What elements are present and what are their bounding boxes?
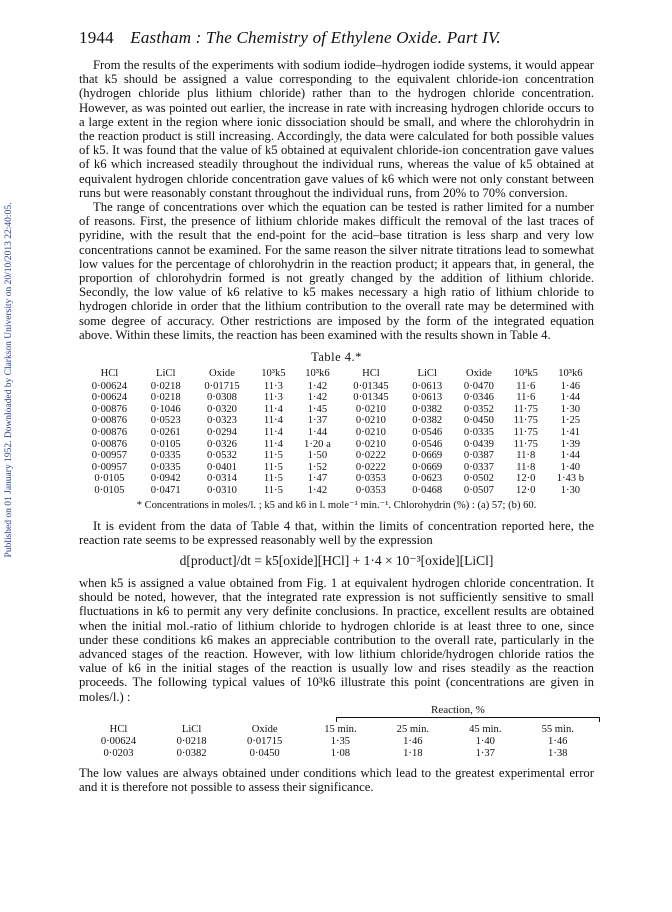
table4-cell: 1·40	[560, 461, 581, 473]
table4-cell: 0·00876	[91, 438, 128, 450]
table4-cell: 0·0210	[355, 403, 386, 415]
typical-values-header-cell: 45 min.	[469, 723, 502, 735]
table4-cell: 0·00624	[91, 380, 128, 392]
download-watermark-text: Published on 01 January 1952. Downloaded by Clarkson University on 20/10/2013 22:40:05.	[4, 202, 14, 558]
table4-cell: 0·0353	[355, 485, 386, 496]
table4-cell: 11·3	[263, 392, 283, 404]
table4-cell: 0·0210	[355, 415, 386, 427]
typical-values-cell: 1·18	[403, 748, 423, 760]
table4-cell: 0·0210	[355, 438, 386, 450]
typical-values-header-cell: LiCl	[181, 723, 202, 735]
table4-cell: 0·0450	[463, 415, 494, 427]
table4-cell: 0·0669	[412, 450, 443, 462]
table4-row	[79, 381, 594, 393]
table4-cell: 0·0222	[355, 461, 386, 473]
table4-cell: 0·0326	[206, 438, 237, 450]
paragraph-3: It is evident from the data of Table 4 that, within the limits of concentration reported here, the reaction rate seems to be expressed reasonably well by the expression	[79, 518, 594, 547]
table4-cell: 11·75	[513, 403, 538, 415]
table4-header-cell: LiCl	[417, 368, 437, 380]
table4-cell: 0·0532	[206, 450, 237, 462]
table4-cell: 12·0	[516, 485, 536, 496]
table4-cell: 11·4	[263, 438, 283, 450]
table4-cell: 1·42	[307, 485, 328, 496]
table4-cell: 1·44	[307, 427, 328, 439]
paragraph-1: From the results of the experiments with sodium iodide–hydrogen iodide systems, it would appear that k5 should be assigned a value corresponding to the equivalent chloride-ion concentration (hydrogen chloride plus lithium chloride) rather than to the hydrogen chloride concentration. However, as was pointed out earlier, the increase in rate with increasing hydrogen chloride occurs to a large extent in the region where ionic dissociation should be small, and where the chlorohydrin in the reaction product is still increasing. Accordingly, the data were calculated for both possible values of k5. It was found that the value of k5 obtained at equivalent chloride-ion concentration gave values of k6 which increased steadily throughout the individual runs, whereas the value of k5 obtained at equivalent hydrogen chloride concentration gave values of k6 which were not only constant between runs but were reasonably constant throughout the individual runs, from 20% to 70% conversion.	[79, 58, 594, 200]
typical-values-cell: 0·0382	[176, 748, 207, 760]
reaction-group-label: Reaction, %	[431, 703, 485, 716]
table4-cell: 0·0669	[412, 461, 443, 473]
table4-cell: 0·0335	[150, 461, 181, 473]
table4-cell: 1·41	[560, 427, 581, 439]
paragraph-4: when k5 is assigned a value obtained from Fig. 1 at equivalent hydrogen chloride concentration. It should be noted, however, that the integrated rate expression is not sufficiently sensitive to small fluctuations in k6 to permit any very definite conclusions. In practice, excellent results are obtained when the initial mol.-ratio of lithium chloride to hydrogen chloride is at least three to one, since under these conditions k6 makes an appreciable contribution to the overall rate, particularly in the advanced stages of the reaction. However, with low lithium chloride/hydrogen chloride ratios the value of k6 in the initial stages of the reaction is usually low and rises steadily as the reaction proceeds. The following typical values of 10³k6 illustrate this point (concentrations are given in moles/l.) :	[79, 576, 594, 704]
typical-values-body	[79, 736, 594, 759]
table4-cell: 11·75	[513, 415, 538, 427]
table4-cell: 0·0401	[206, 461, 237, 473]
table4-cell: 0·00957	[91, 461, 128, 473]
table4-cell: 11·4	[263, 403, 283, 415]
paragraph-5: The low values are always obtained under conditions which lead to the greatest experimental error and it is therefore not possible to assess their significance.	[79, 765, 594, 794]
table4-cell: 0·1046	[150, 403, 181, 415]
typical-values-cell: 0·0218	[176, 736, 207, 748]
table4-header-cell: 10³k6	[305, 368, 330, 380]
typical-values-header-cell: Oxide	[251, 723, 278, 735]
reaction-group-brace	[336, 717, 600, 722]
table4-cell: 0·01345	[353, 380, 389, 392]
table4	[79, 368, 594, 497]
table4-cell: 0·0105	[94, 473, 125, 485]
table4-cell: 1·30	[560, 403, 581, 415]
table4-cell: 0·0468	[412, 485, 443, 496]
table4-cell: 11·75	[513, 438, 538, 450]
page-number: 1944	[79, 28, 114, 47]
table4-cell: 0·0523	[150, 415, 181, 427]
table4-cell: 11·8	[516, 461, 536, 473]
table4-row	[79, 485, 594, 497]
table4-row	[79, 392, 594, 404]
table4-cell: 11·8	[516, 450, 536, 462]
table4-header-cell: HCl	[100, 368, 119, 380]
table4-cell: 0·0105	[150, 438, 181, 450]
table4-header-row	[79, 368, 594, 381]
table4-header-cell: Oxide	[465, 368, 492, 380]
typical-values-header-cell: 25 min.	[396, 723, 430, 735]
typical-values-cell: 0·01715	[247, 736, 283, 748]
table4-cell: 0·0382	[412, 403, 443, 415]
table4-cell: 0·0613	[412, 392, 443, 404]
typical-values-cell: 0·00624	[100, 736, 137, 748]
table4-row	[79, 462, 594, 474]
typical-values-header-cell: HCl	[109, 723, 128, 735]
table4-cell: 1·42	[307, 392, 328, 404]
table4-cell: 11·5	[263, 450, 283, 462]
table4-caption: Table 4.*	[311, 350, 362, 365]
table4-cell: 0·00876	[91, 403, 128, 415]
table4-cell: 0·0337	[463, 461, 494, 473]
table4-body	[79, 381, 594, 497]
table4-cell: 0·0470	[463, 380, 494, 392]
paragraph-2: The range of concentrations over which the equation can be tested is rather limited for a number of reasons. First, the presence of lithium chloride makes difficult the removal of the last traces of pyridine, with the result that the end-point for the acid–base titration is less sharp and very low concentrations cannot be examined. For the same reason the silver nitrate titrations lead to somewhat low values for the percentage of chlorohydrin in the reaction product; it appears that, in general, the proportion of chlorohydrin formed is not greatly changed by the addition of lithium chloride. Secondly, the low value of k6 relative to k5 makes necessary a high ratio of lithium chloride to hydrogen chloride in order that the lithium contribution to the overall rate may be determined with some degree of accuracy. Other restrictions are imposed by the form of the integrated equation above. Within these limits, the reaction has been examined with the results shown in Table 4.	[79, 200, 594, 342]
table4-cell: 1·39	[560, 438, 581, 450]
typical-values-cell: 1·35	[330, 736, 351, 748]
upper-text-block	[79, 58, 594, 794]
table4-cell: 1·25	[560, 415, 581, 427]
table4-cell: 0·0353	[355, 473, 386, 485]
table4-header-cell: 10³k6	[558, 368, 583, 380]
table4-cell: 1·42	[307, 380, 328, 392]
typical-values-cell: 1·40	[475, 736, 495, 748]
table4-cell: 0·0105	[94, 485, 125, 496]
table4-row	[79, 473, 594, 485]
table4-row	[79, 439, 594, 451]
typical-values-cell: 0·0203	[103, 748, 134, 760]
table4-cell: 0·0546	[412, 438, 443, 450]
running-title: Eastham : The Chemistry of Ethylene Oxide. Part IV.	[130, 28, 501, 47]
table4-cell: 0·0218	[150, 392, 181, 404]
table4-cell: 0·0387	[463, 450, 494, 462]
table4-cell: 0·0623	[412, 473, 443, 485]
table4-cell: 11·3	[263, 380, 283, 392]
table4-cell: 1·37	[307, 415, 328, 427]
table4-cell: 11·5	[263, 485, 283, 496]
table4-row	[79, 415, 594, 427]
table4-cell: 0·0942	[150, 473, 181, 485]
table4-cell: 0·0210	[355, 427, 386, 439]
table4-header-cell: 10³k5	[261, 368, 286, 380]
typical-values-cell: 0·0450	[249, 748, 280, 760]
table4-cell: 1·44	[560, 392, 581, 404]
table4-cell: 0·00876	[91, 415, 128, 427]
table4-cell: 0·0218	[150, 380, 181, 392]
table4-cell: 0·00876	[91, 427, 128, 439]
table4-cell: 0·0613	[412, 380, 443, 392]
reaction-group-header	[79, 704, 594, 724]
table4-cell: 1·46	[560, 380, 581, 392]
table4-row	[79, 450, 594, 462]
typical-values-cell: 1·08	[330, 748, 351, 760]
table4-cell: 0·0382	[412, 415, 443, 427]
table4-cell: 0·0471	[150, 485, 181, 496]
table4-cell: 0·0546	[412, 427, 443, 439]
table4-cell: 0·0507	[463, 485, 494, 496]
table4-header-cell: HCl	[362, 368, 380, 380]
table4-cell: 0·01715	[204, 380, 240, 392]
typical-values-table	[79, 724, 594, 760]
table4-cell: 11·6	[516, 392, 536, 404]
table4-cell: 0·0323	[206, 415, 237, 427]
table4-cell: 0·0439	[463, 438, 494, 450]
typical-values-row	[79, 748, 594, 760]
table4-cell: 0·0346	[463, 392, 494, 404]
table4-cell: 0·0502	[463, 473, 494, 485]
table4-cell: 1·43 b	[556, 473, 585, 485]
table4-cell: 11·5	[263, 461, 283, 473]
table4-cell: 0·0352	[463, 403, 494, 415]
table4-header-cell: Oxide	[209, 368, 235, 380]
table4-cell: 1·45	[307, 403, 328, 415]
table4-row	[79, 404, 594, 416]
table4-header-cell: LiCl	[155, 368, 176, 380]
table4-cell: 0·0310	[206, 485, 237, 496]
typical-values-row	[79, 736, 594, 748]
table4-cell: 0·0294	[206, 427, 237, 439]
table4-cell: 11·75	[513, 427, 538, 439]
table4-row	[79, 427, 594, 439]
table4-header-cell: 10³k5	[513, 368, 538, 380]
typical-values-cell: 1·46	[403, 736, 423, 748]
download-watermark	[2, 60, 16, 700]
table4-cell: 0·0308	[206, 392, 237, 404]
typical-values-header-cell: 15 min.	[324, 723, 357, 735]
table4-cell: 0·0335	[463, 427, 494, 439]
typical-values-header-row	[79, 724, 594, 737]
typical-values-cell: 1·46	[548, 736, 568, 748]
table4-cell: 0·00957	[91, 450, 128, 462]
table4-cell: 1·50	[307, 450, 328, 462]
table4-cell: 12·0	[516, 473, 536, 485]
typical-values-header-cell: 55 min.	[541, 723, 574, 735]
table4-cell: 0·0261	[150, 427, 181, 439]
typical-values-cell: 1·37	[475, 748, 495, 760]
page-header	[79, 28, 501, 48]
table4-cell: 1·52	[307, 461, 328, 473]
table4-footnote: * Concentrations in moles/l. ; k5 and k6 in l. mole⁻¹ min.⁻¹. Chlorohydrin (%) : (a) 57; (b) 60.	[136, 499, 537, 511]
table4-cell: 11·6	[516, 380, 536, 392]
table4-cell: 11·5	[263, 473, 283, 485]
typical-values-cell: 1·38	[548, 748, 568, 760]
table4-cell: 1·44	[560, 450, 581, 462]
rate-equation: d[product]/dt = k5[oxide][HCl] + 1·4 × 10⁻³[oxide][LiCl]	[179, 553, 494, 568]
table4-cell: 1·30	[560, 485, 581, 496]
table4-cell: 0·0320	[206, 403, 237, 415]
table4-cell: 0·01345	[353, 392, 389, 404]
table4-cell: 1·20 a	[304, 438, 331, 450]
table4-cell: 0·0314	[206, 473, 237, 485]
table4-cell: 0·0335	[150, 450, 181, 462]
table4-cell: 11·4	[263, 415, 283, 427]
table4-cell: 11·4	[263, 427, 283, 439]
table4-cell: 0·0222	[355, 450, 386, 462]
table4-cell: 0·00624	[91, 392, 128, 404]
table4-cell: 1·47	[307, 473, 328, 485]
